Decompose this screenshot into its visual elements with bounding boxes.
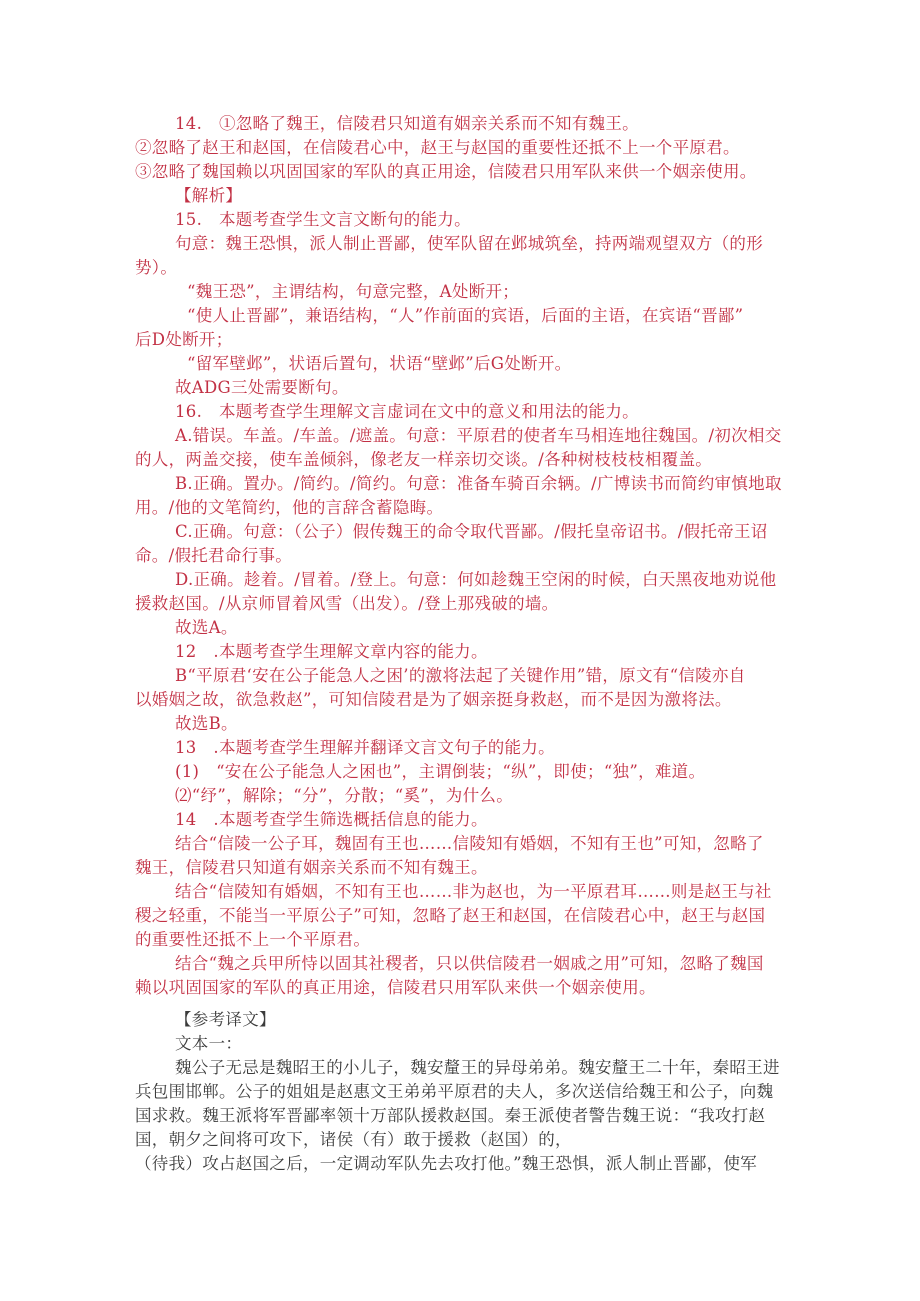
q12-heading: 12 .本题考查学生理解文章内容的能力。	[175, 642, 488, 661]
q16-option-d: 援救赵国。/从京师冒着风雪（出发）。/登上那残破的墙。	[135, 594, 559, 613]
q16-option-b: B.正确。置办。/简约。/简约。句意：准备车骑百余辆。/广博读书而简约审慎地取	[175, 474, 782, 493]
q14-paragraph-line: 赖以巩固国家的军队的真正用途，信陵君只用军队来供一个姻亲使用。	[135, 978, 656, 997]
translation-line: 国求救。魏王派将军晋鄙率领十万部队援救赵国。秦王派使者警告魏王说：“我攻打赵	[135, 1106, 766, 1125]
q12-conclusion: 故选B。	[175, 714, 238, 733]
q14-heading: 14 .本题考查学生筛选概括信息的能力。	[175, 810, 488, 829]
translation-line: （待我）攻占赵国之后，一定调动军队先去攻打他。”魏王恐惧，派人制止晋鄙，使军	[135, 1154, 758, 1173]
q14-paragraph-line: 稷之轻重，不能当一平原公子”可知，忽略了赵王和赵国，在信陵君心中，赵王与赵国	[135, 906, 766, 925]
translation-heading: 【参考译文】	[175, 1010, 276, 1029]
analysis-heading: 【解析】	[175, 186, 243, 205]
q16-option-a: 的人，两盖交接，使车盖倾斜，像老友一样亲切交谈。/各种树枝枝枝相覆盖。	[135, 450, 713, 469]
text-one-label: 文本一：	[175, 1034, 243, 1053]
q15-paragraph-line: 句意：魏王恐惧，派人制止晋鄙，使军队留在邺城筑垒，持两端观望双方（的形	[175, 234, 763, 253]
q16-heading: 16. 本题考查学生理解文言虚词在文中的意义和用法的能力。	[175, 402, 639, 421]
answer-14-point-3: ③忽略了魏国赖以巩固国家的军队的真正用途，信陵君只用军队来供一个姻亲使用。	[135, 162, 757, 181]
q13-item-1: (1) “安在公子能急人之困也”，主谓倒装；“纵”，即使；“独”，难道。	[175, 762, 706, 781]
q15-paragraph-line: 后D处断开；	[135, 330, 233, 349]
q15-paragraph-line: “使人止晋鄙”，兼语结构，“人”作前面的宾语，后面的主语，在宾语“晋鄙”	[187, 306, 744, 325]
translation-line: 国，朝夕之间将可攻下，诸侯（有）敢于援救（赵国）的，	[135, 1130, 572, 1149]
q13-item-2: ⑵“纾”，解除；“分”，分散；“奚”，为什么。	[175, 786, 514, 805]
q15-paragraph-line: “魏王恐”，主谓结构，句意完整，A处断开；	[187, 282, 520, 301]
answer-14-heading: 14. ①忽略了魏王，信陵君只知道有姻亲关系而不知有魏王。	[175, 114, 639, 133]
q16-option-a: A.错误。车盖。/车盖。/遮盖。句意：平原君的使者车马相连地往魏国。/初次相交	[175, 426, 782, 445]
q14-paragraph-line: 的重要性还抵不上一个平原君。	[135, 930, 371, 949]
q14-paragraph-line: 结合“信陵知有婚姻，不知有王也……非为赵也，为一平原君耳……则是赵王与社	[175, 882, 772, 901]
q16-option-d: D.正确。趁着。/冒着。/登上。句意：何如趁魏王空闲的时候，白天黑夜地劝说他	[175, 570, 777, 589]
q16-conclusion: 故选A。	[175, 618, 238, 637]
q15-paragraph-line: “留军壁邺”，状语后置句，状语“壁邺”后G处断开。	[187, 354, 572, 373]
q12-paragraph-line: B“平原君‘安在公子能急人之困’的激将法起了关键作用”错，原文有“信陵亦自	[175, 666, 746, 685]
q14-paragraph-line: 结合“信陵一公子耳，魏固有王也……信陵知有婚姻，不知有王也”可知，忽略了	[175, 834, 764, 853]
translation-line: 兵包围邯郸。公子的姐姐是赵惠文王弟弟平原君的夫人，多次送信给魏王和公子，向魏	[135, 1082, 774, 1101]
q14-paragraph-line: 魏王，信陵君只知道有姻亲关系而不知有魏王。	[135, 858, 488, 877]
q12-paragraph-line: 以婚姻之故，欲急救赵”，可知信陵君是为了姻亲挺身救赵，而不是因为激将法。	[135, 690, 732, 709]
q14-paragraph-line: 结合“魏之兵甲所恃以固其社稷者，只以供信陵君一姻戚之用”可知，忽略了魏国	[175, 954, 764, 973]
q15-heading: 15. 本题考查学生文言文断句的能力。	[175, 210, 471, 229]
q15-conclusion: 故ADG三处需要断句。	[175, 378, 349, 397]
q16-option-c: 命。/假托君命行事。	[135, 546, 293, 565]
answer-14-point-2: ②忽略了赵王和赵国，在信陵君心中，赵王与赵国的重要性还抵不上一个平原君。	[135, 138, 740, 157]
q15-paragraph-line: 势）。	[135, 258, 178, 277]
q16-option-b: 用。/他的文笔简约，他的言辞含蓄隐晦。	[135, 498, 444, 517]
translation-line: 魏公子无忌是魏昭王的小儿子，魏安釐王的异母弟弟。魏安釐王二十年，秦昭王进	[175, 1058, 780, 1077]
q16-option-c: C.正确。句意：（公子）假传魏王的命令取代晋鄙。/假托皇帝诏书。/假托帝王诏	[175, 522, 768, 541]
q13-heading: 13 .本题考查学生理解并翻译文言文句子的能力。	[175, 738, 555, 757]
